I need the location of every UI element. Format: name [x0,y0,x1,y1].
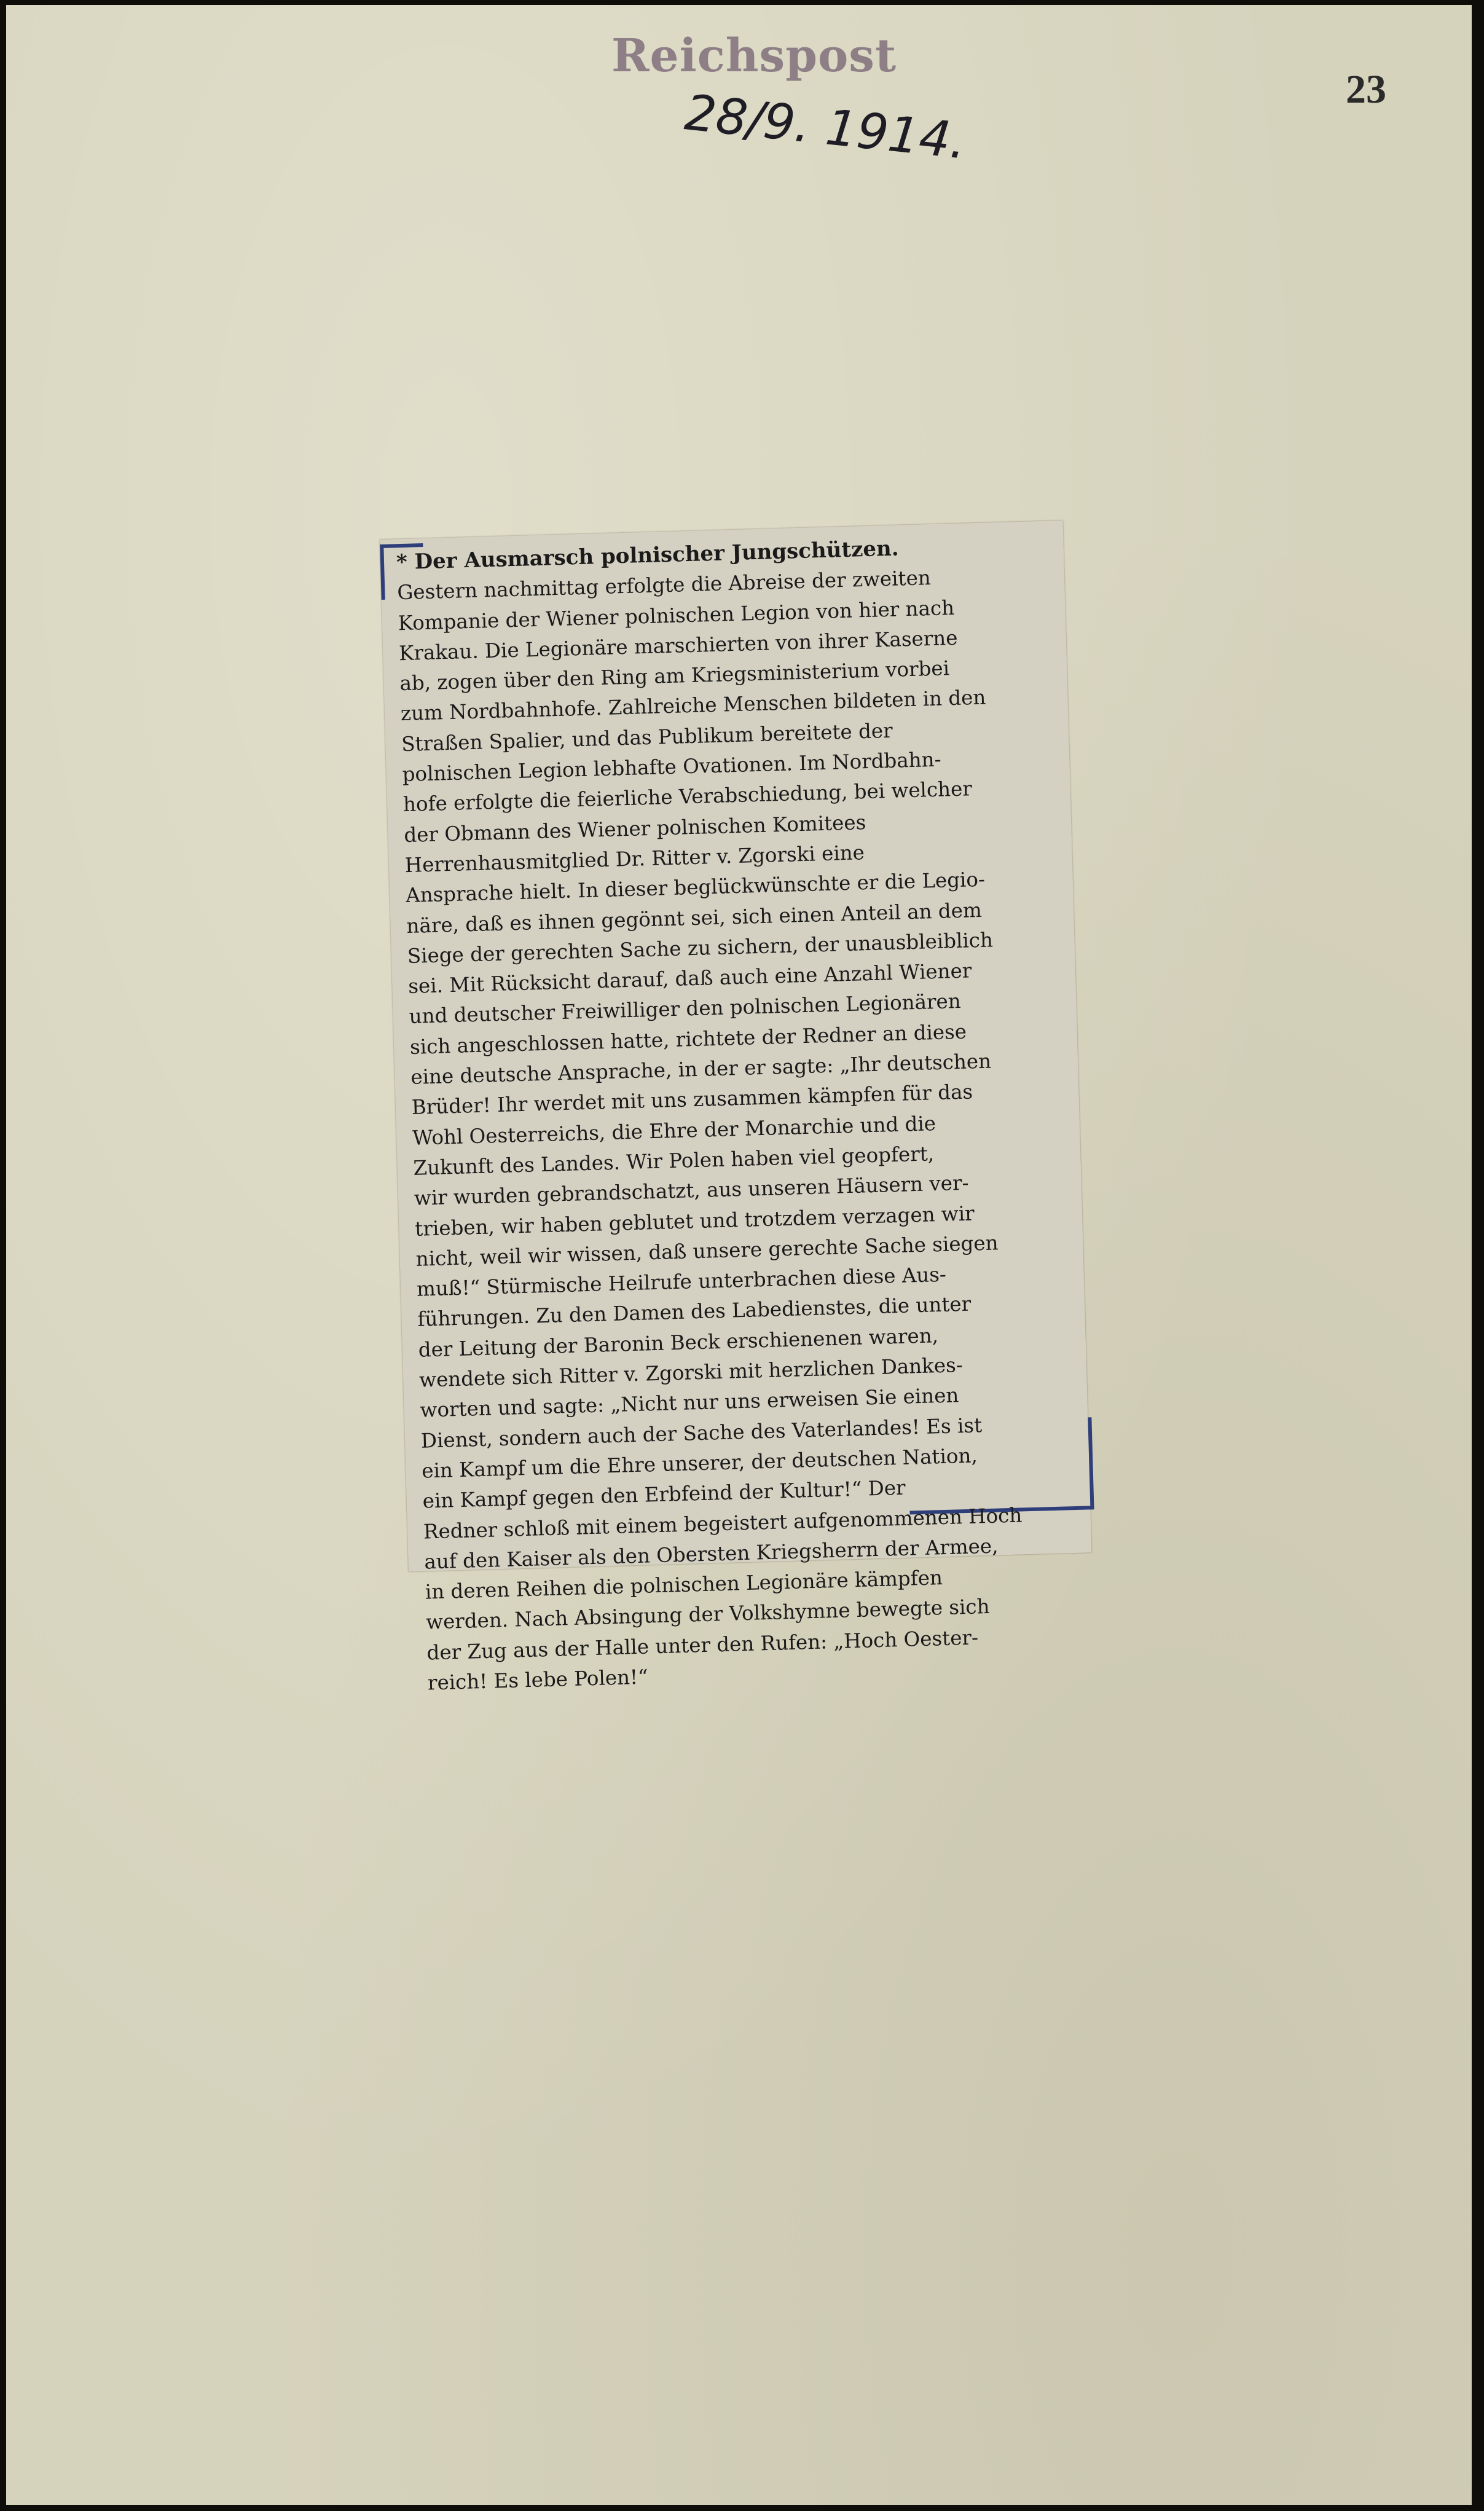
article-line: Zukunft des Landes. Wir Polen haben viel geopfert, [413,1142,935,1180]
article-line: der Zug aus der Halle unter den Rufen: „Hoch Oester- [426,1625,979,1665]
handwritten-date: 28/9. 1914. [682,84,969,170]
article-line: werden. Nach Absingung der Volkshymne bewegte sich [425,1595,991,1634]
blue-pencil-mark-right [1088,1417,1094,1509]
article-line: eine deutsche Ansprache, in der er sagte: „Ihr deutschen [410,1049,992,1089]
article-line: führungen. Zu den Damen des Labedienstes, die unter [417,1292,972,1332]
article-line: auf den Kaiser als den Obersten Kriegsherrn der Armee, [423,1534,999,1574]
article-line: Brüder! Ihr werdet mit uns zusammen kämpfen für das [411,1080,973,1120]
article-line: sei. Mit Rücksicht darauf, daß auch eine Anzahl Wiener [407,959,972,999]
page-number: 23 [1346,67,1386,112]
article-line: und deutscher Freiwilliger den polnischen Legionären [409,989,962,1029]
article-line: wendete sich Ritter v. Zgorski mit herzlichen Dankes- [418,1353,964,1392]
article-line: in deren Reihen die polnischen Legionäre kämpfen [425,1566,943,1604]
article-line: ein Kampf gegen den Erbfeind der Kultur!“ Der [422,1476,906,1513]
article-line: Siege der gerechten Sache zu sichern, der unausbleiblich [407,928,994,968]
article-body [396,529,1085,1698]
article-line: ein Kampf um die Ehre unserer, der deutschen Nation, [421,1444,978,1483]
article-line: Redner schloß mit einem begeistert aufgenommenen Hoch [423,1503,1023,1544]
article-line: Herrenhausmitglied Dr. Ritter v. Zgorski eine [404,841,865,878]
newspaper-clipping [380,521,1091,1695]
article-line: nicht, weil wir wissen, daß unsere gerechte Sache siegen [415,1231,999,1271]
article-line: hofe erfolgte die feierliche Verabschiedung, bei welcher [402,777,973,817]
article-line: sich angeschlossen hatte, richtete der Redner an diese [409,1020,967,1059]
article-line: Wohl Oesterreichs, die Ehre der Monarchie und die [412,1111,936,1150]
article-line: Straßen Spalier, und das Publikum bereitete der [401,718,893,756]
article-line: trieben, wir haben geblutet und trotzdem verzagen wir [414,1201,975,1241]
article-headline: * Der Ausmarsch polnischer Jungschützen. [396,536,900,575]
blue-pencil-mark-left [380,544,385,600]
article-line: Ansprache hielt. In dieser beglückwünschte er die Legio- [405,867,986,908]
article-line: Kompanie der Wiener polnischen Legion von hier nach [398,595,955,635]
archive-page [6,5,1472,2505]
article-line: der Leitung der Baronin Beck erschienenen waren, [418,1323,939,1362]
article-line: reich! Es lebe Polen!“ [427,1665,649,1695]
article-line: worten und sagte: „Nicht nur uns erweisen Sie einen [420,1383,959,1423]
article-line: polnischen Legion lebhafte Ovationen. Im Nordbahn- [402,747,942,787]
article-line: der Obmann des Wiener polnischen Komitees [403,810,866,847]
article-line: näre, daß es ihnen gegönnt sei, sich einen Anteil an dem [406,898,983,938]
article-line: Gestern nachmittag erfolgte die Abreise der zweiten [396,566,932,605]
article-line: ab, zogen über den Ring am Kriegsministerium vorbei [399,656,950,696]
article-line: wir wurden gebrandschatzt, aus unseren Häusern ver- [414,1171,969,1211]
article-line: Dienst, sondern auch der Sache des Vaterlandes! Es ist [420,1413,983,1453]
article-line: zum Nordbahnhofe. Zahlreiche Menschen bildeten in den [400,686,986,726]
article-line: Krakau. Die Legionäre marschierten von ihrer Kaserne [398,626,958,666]
article-line: muß!“ Stürmische Heilrufe unterbrachen diese Aus- [416,1262,947,1301]
newspaper-stamp: Reichspost [611,29,897,82]
